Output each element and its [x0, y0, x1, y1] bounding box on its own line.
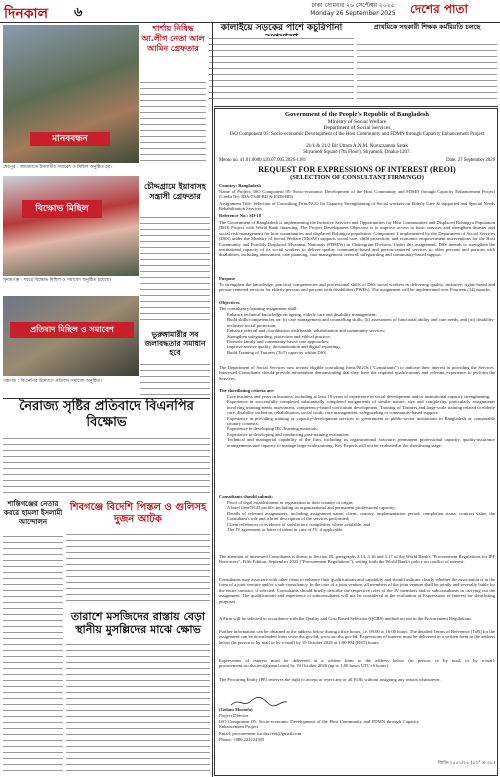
notice-memo-date: Date: 27 September 2026 — [446, 158, 495, 163]
notice-purpose-head: Purpose — [219, 276, 236, 281]
story7-body — [3, 534, 63, 774]
consider-item: A brief firm/NGO profile, including its organizational and permanent professional capacity; — [227, 505, 396, 511]
story9-headline: তারাশে মসজিদের রাস্তায় বেড়া স্থানীয় মুসল্লিদের মাঝে ক্ষোভ — [70, 610, 206, 636]
notice-para4: Consultants may associate with other firms to enhance their qualifications and capability and should indicate clearly whether the association is in the form of a joint venture and/or a sub-consultancy. In the case of a joint venture, all members of the joint venture shall be jointly and severally liable for the entire contract, if selected. Consultants should briefly describe the respective roles of the JV members and/or subconsultants in carrying out the assignment. The qualifications and experience of subconsultants will not be considered in the evaluation of Expressions of Interest for shortlisting purposes. — [219, 577, 495, 604]
notice-memo: Memo no. 41.01.0000.120.07.005.2026-1181 — [219, 158, 307, 163]
objective-item: Promote family and community-based care approaches; — [227, 339, 330, 345]
notice-title2: (SELECTION OF CONSULTANT FIRM/NGO) — [290, 174, 424, 181]
consider-item: The JV agreement or letter of intent in case of JV, if applicable. — [227, 527, 344, 533]
objective-item: Improve service quality, documentation and digital reporting; — [227, 344, 340, 350]
story6-body — [3, 436, 210, 496]
notice-country: Country: Bangladesh — [219, 183, 261, 188]
consider-item: Client references or evidence of satisfactory completion, where available; and — [227, 521, 371, 527]
notice-objectives-head: Objectives — [219, 300, 240, 305]
column-rule — [214, 106, 498, 107]
objective-item: Build Training of Trainers (ToT) capacity within DSS. — [227, 349, 327, 355]
notice-criteria-list — [219, 394, 495, 492]
criteria-item: Experience in developing and conducting post-training evaluation; — [227, 431, 350, 437]
objective-item: Strengthen safeguarding, protection and ethical practice; — [227, 333, 331, 339]
notice-para1: The Government of Bangladesh is implementing the Inclusive Services and Opportunities for Host Communities and Displaced Rohingya Population (ISO) Project with World Bank financing. The Project Development Objective is to improve access to basic services and strengthen disaster and social risk management for host communities and displaced Rohingya population. Component 1 implemented by the Department of Social Services (DSS) under the Ministry of Social Welfare (MoSW) supports social care, child protection, and economic empowerment interventions for the Host Community and Forcibly Displaced Myanmar Nationals (FDMNs) in Chattogram Division. Under this assignment, DSS intends to strengthen the institutional capacity of its social workers to deliver quality community-based and person-centered services to older persons and persons with disabilities, including assessment, care planning, case management, referral, safeguarding and community-based support. — [219, 220, 495, 258]
criteria-item: Core business and years in business, including at least 10 years of experience in social development and/or institutional capacity strengthening; — [227, 394, 491, 399]
date-english: Monday 26 September 2025 — [310, 10, 396, 17]
story1-body — [140, 80, 206, 164]
story2-headline: কালাইয়ে সড়কের পাশে কচুরিপানা — [220, 23, 343, 33]
story2-body — [209, 36, 354, 104]
criteria-item: Technical and managerial capability of the firm, including its organizational structure, permanent professional capacity, quality-assurance arrangements and capacity to manage large-scale training. Key Experts will not be evaluated at the shortlisting stage. — [227, 437, 495, 448]
criteria-item: Experience in providing training or capacity-development services to government or public-sector institutions in Bangladesh or comparable country contexts; — [227, 415, 495, 427]
consider-item: Proof of legal establishment or registration in their country of origin; — [227, 500, 354, 505]
column-rule — [212, 22, 213, 777]
signature-mark — [229, 693, 289, 705]
story7-headline: শান্তিগঞ্জের নেতার কবরে হামলা ইসলামী আন্দোলন — [3, 500, 63, 526]
newspaper-logo: দিনকাল — [4, 6, 49, 22]
sign-email: Email: procurement.iso.dss.reoi@gmail.com — [219, 731, 302, 736]
photo-procession-sunamganj — [3, 176, 139, 276]
story8-body — [66, 532, 210, 606]
criteria-item: Experience in successfully completed substantially completed assignments of similar nature, size and complexity, particularly assignments involving training-needs assessment, competency-based curriculum development, Training of Trainers and large-scale training related to elderly care, disability inclusion, rehabilitation, social work, case management, safeguarding or community-based support; — [227, 399, 495, 416]
photo1-caption: শেরপুর : জামায়াতে ইসলামীর সমাবেশ ও মিছিল অনুষ্ঠিত হয়। — [3, 165, 112, 170]
notice-assignment: Assignment Title: Selection of Consulting Firm/NGO for Capacity Strengthening of Social workers on Elderly Care & supported and Special Needs Rehabilitation Services. — [219, 201, 495, 212]
notice-consider-list — [219, 500, 495, 552]
sign-phone: Phone: +880 222224305 — [219, 737, 265, 742]
objective-item: Enhance technical knowledge on ageing, elderly care and disability management; — [227, 312, 377, 317]
sign-name: (Golam Mostofa) — [219, 707, 253, 712]
notice-para7: Expressions of interest must be delivered in a written form to the address below (in person, or by mail, or by e-mail: procurement.iso.dss.reoi@gmail.com) by 19 October 2026 (up to 1:00 hours UTC+6 hours). — [219, 658, 495, 669]
notice-para2: The Department of Social Services now invites eligible consulting firms/NGOs ("Consultants") to indicate their interest in providing the Services. Interested Consultants should provide information demonstrating that they have the required qualifications and relevant experience to perform the Services. — [219, 365, 495, 381]
notice-para6: Further information can be obtained at the address below during office hours, i.e. 09:00 to 16:00 hours. The detailed Terms of Reference (ToR) for the assignment can be downloaded from www.dss.gov.bd, www.iso.dss.gov.bd. Expressions of interest must be delivered in a written form to the address below (in person or by mail or by e-mail) by 19 October 2026 at 1:00 PM (BST) hours. — [219, 629, 495, 645]
story1-headline: শার্শায় নিষিদ্ধ আ.লীগ নেতা আল আমিন গ্রেফতার — [141, 24, 205, 53]
page-number: ৬ — [74, 5, 83, 20]
photo2-caption: সুনামগঞ্জ : শহরে বিক্ষোভ মিছিল ও সমাবেশ অনুষ্ঠিত হয়েছে। — [3, 278, 111, 283]
column-rule — [3, 398, 210, 399]
notice-para3: The attention of interested Consultants is drawn to Section III, paragraphs 3.14, 3.16 and 3.17 of the World Bank's "Procurement Regulations for IPF Borrowers", Fifth Edition, September 2023 ("Procurement Regulations"), setting forth the World Bank's policy on conflict of interest. — [219, 554, 495, 565]
notice-objectives-intro: The consultancy/training assignment shall: — [219, 306, 298, 311]
story4-body — [140, 215, 210, 325]
story5-headline: ভুরুঙ্গামারীর সব জলাবদ্ধতার সমাধান হবে — [144, 330, 206, 357]
story9-body — [66, 642, 210, 772]
ad-code: জিডি-২৫৫১/২৫ (৫০" × ৩৮) — [437, 761, 495, 766]
photo1-label: মানববন্ধন — [30, 132, 110, 146]
reoi-notice — [214, 108, 498, 776]
objective-item: Build skills/competencies on: (i) case management and counselling skills, (ii) assessment of functional ability and care needs, and (iii) disability-inclusive social protection; — [227, 317, 495, 328]
notice-para8: The Procuring Entity (PE) reserves the right to accept or reject any or all EOIs without assigning any reason whatsoever. — [219, 677, 441, 682]
notice-address2: Shyamoli Square (7th Floor), Shyamoli, Dhaka-1207. — [303, 150, 411, 155]
date-bangla: ঢাকা সোমবার ২৬ সেপ্টেম্বর ২০২৫ — [311, 2, 395, 9]
story8-headline: শিবগঞ্জে বিদেশি পিস্তল ও গুলিসহ দুজন আটক — [69, 502, 207, 525]
story3-body — [357, 42, 497, 104]
notice-component: ISO Component 05: Socio-economic Development of the Host Community and FDMN through Capacity Enhancement Project — [229, 132, 485, 137]
objective-item: Enhance referral and coordination with health, rehabilitation and community services; — [227, 328, 386, 334]
notice-ref: Reference No.: SD-18 — [219, 213, 262, 218]
notice-dept: Department of Social Services — [323, 125, 391, 131]
notice-title1: REQUEST FOR EXPRESSIONS OF INTEREST (REOI) — [258, 165, 456, 174]
notice-criteria-head: The shortlisting criteria are: — [219, 388, 275, 393]
photo3-caption: পঞ্চগড় : বিএনপির উদ্যোগে প্রতিবাদ সমাবেশ অনুষ্ঠিত। — [3, 379, 102, 384]
photo2-banner: বিক্ষোভ মিছিল — [22, 200, 102, 218]
notice-consider-head: Consultants should submit: — [219, 494, 273, 499]
notice-para5: A Firm will be selected in accordance with the Quality and Cost Based Selection (QCBS) method set out in the Procurement Regulations. — [219, 616, 473, 621]
notice-gov: Government of the People's Republic of Bangladesh — [284, 111, 430, 118]
story5-body — [140, 362, 210, 397]
consider-item: Details of relevant assignments, including assignment name, client, country, implementation period, completion status, contract value, the Consultant's role and a brief description of the services performed; — [227, 510, 495, 522]
sign-project: ISO Component 05: Socio-economic Development of the Host Community and FDMN through Capacity Enhancement Project — [219, 719, 419, 730]
photo3-banner: প্রতিবাদ মিছিল ও সমাবেশ — [10, 322, 134, 338]
story6-headline: নৈরাজ্য সৃষ্টির প্রতিবাদে বিএনপির বিক্ষোভ — [19, 399, 194, 430]
criteria-item: Experience in developing IEC/learning materials; — [227, 426, 319, 432]
notice-ministry: Ministry of Social Welfare — [327, 119, 387, 125]
section-title: দেশের পাতা — [410, 2, 468, 16]
notice-purpose: To strengthen the knowledge, practical competencies and professional skills of DSS social workers in delivering quality, inclusive, rights-based and person-centered services for elderly persons and persons with disabilities (PWDs). The assignment will be implemented over Fourteen (14) months. — [219, 282, 495, 293]
notice-objectives-list — [219, 312, 495, 364]
story4-headline: চৌদ্দগ্রামে ইয়াবাসহ সন্ত্রাসী গ্রেফতার — [144, 182, 206, 201]
notice-address1: 21/1 & 21/2 Bir Uttom A.N.M. Nuruzzaman Sarak — [306, 144, 408, 149]
story3-headline: প্রাথমিকে সহকারী শিক্ষক কর্মবিরতি চলছে — [373, 23, 481, 31]
sign-title: Project Director — [219, 713, 249, 718]
notice-project: Name of Project: ISO Component 05: Socio-economic Development of the Host Community and FDMN through Capacity Enhancement Project (Credit No: IDA-7348-BD & E328-BD) — [219, 189, 495, 200]
date-box — [310, 2, 396, 18]
